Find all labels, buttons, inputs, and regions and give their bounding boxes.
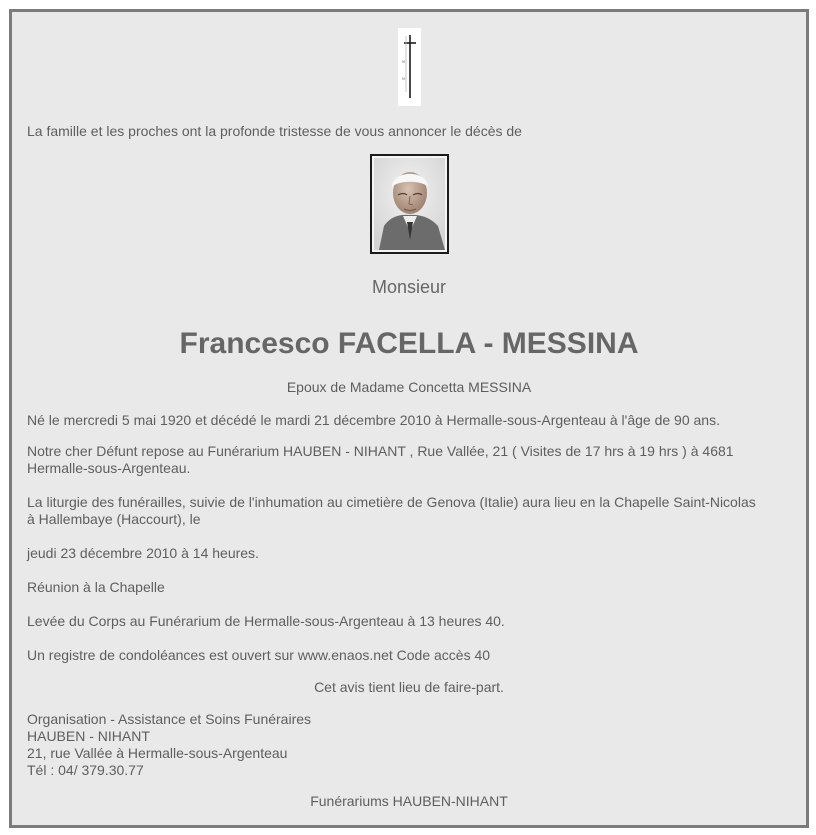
obituary-frame — [9, 9, 809, 828]
organisation-line-2: HAUBEN - NIHANT — [27, 728, 150, 744]
condolences-line: Un registre de condoléances est ouvert sur www.enaos.net Code accès 40 — [27, 647, 491, 663]
meeting-line: Réunion à la Chapelle — [27, 579, 165, 595]
organisation-address: 21, rue Vallée à Hermalle-sous-Argenteau — [27, 745, 288, 761]
portrait-photo — [374, 158, 445, 250]
body-removal-line: Levée du Corps au Funérarium de Hermalle-sous-Argenteau à 13 heures 40. — [27, 613, 505, 629]
portrait-frame — [370, 154, 449, 254]
spouse-line: Epoux de Madame Concetta MESSINA — [286, 379, 532, 395]
svg-text:ᴍ: ᴍ — [402, 59, 406, 64]
ceremony-date: jeudi 23 décembre 2010 à 14 heures. — [27, 545, 259, 561]
repose-line-1: Notre cher Défunt repose au Funérarium HAUBEN - NIHANT , Rue Vallée, 21 ( Visites de 17 hrs à 19 hrs ) à 4681 — [27, 443, 734, 459]
svg-text:ᴍ: ᴍ — [402, 76, 406, 81]
repose-line-2: Hermalle-sous-Argenteau. — [27, 460, 191, 476]
organisation-phone: Tél : 04/ 379.30.77 — [27, 762, 144, 778]
cross-icon — [398, 28, 421, 106]
portrait-image — [374, 158, 445, 250]
footer-signature: Funérariums HAUBEN-NIHANT — [310, 793, 508, 809]
intro-text: La famille et les proches ont la profonde tristesse de vous annoncer le décès de — [27, 123, 522, 139]
notice-line: Cet avis tient lieu de faire-part. — [314, 679, 504, 695]
liturgy-line-2: à Hallembaye (Haccourt), le — [27, 511, 201, 527]
organisation-line-1: Organisation - Assistance et Soins Funéraires — [27, 711, 312, 727]
obituary-content — [12, 12, 806, 825]
deceased-name: Francesco FACELLA - MESSINA — [179, 327, 639, 360]
religious-symbol — [398, 28, 421, 106]
honorific-title: Monsieur — [371, 277, 447, 297]
birth-death-line: Né le mercredi 5 mai 1920 et décédé le mardi 21 décembre 2010 à Hermalle-sous-Argenteau à l'âge de 90 ans. — [27, 412, 720, 428]
liturgy-line-1: La liturgie des funérailles, suivie de l'inhumation au cimetière de Genova (Italie) aura lieu en la Chapelle Saint-Nicolas — [27, 494, 756, 510]
